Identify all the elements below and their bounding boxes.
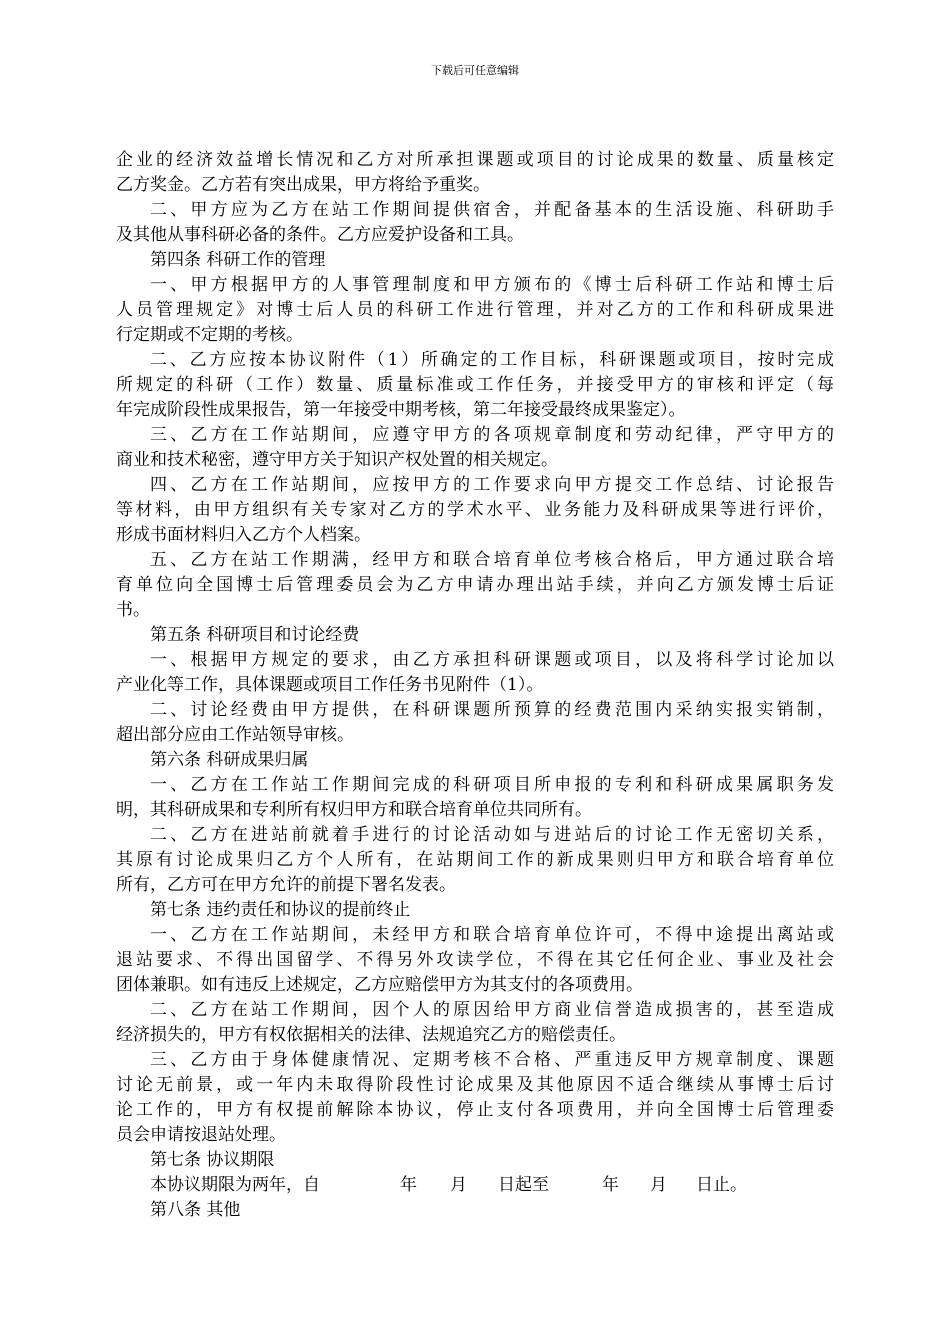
section-heading: 第八条 其他	[150, 1200, 241, 1220]
term-day-from: 日起至	[498, 1175, 549, 1195]
text-line: 形成书面材料归入乙方个人档案。	[116, 525, 371, 545]
text-line: 明，其科研成果和专利所有权归甲方和联合培育单位共同所有。	[116, 800, 592, 820]
text-line: 三、乙方由于身体健康情况、定期考核不合格、严重违反甲方规章制度、课题	[150, 1050, 834, 1070]
text-line: 二、乙方应按本协议附件（1）所确定的工作目标，科研课题或项目，按时完成	[150, 350, 834, 370]
text-line: 行定期或不定期的考核。	[116, 325, 303, 345]
text-line: 二、乙方在进站前就着手进行的讨论活动如与进站后的讨论工作无密切关系，	[150, 825, 834, 845]
text-line: 年完成阶段性成果报告，第一年接受中期考核，第二年接受最终成果鉴定）。	[116, 400, 686, 420]
text-line: 五、乙方在站工作期满，经甲方和联合培育单位考核合格后，甲方通过联合培	[150, 550, 834, 570]
text-line: 其原有讨论成果归乙方个人所有，在站期间工作的新成果则归甲方和联合培育单位	[116, 850, 834, 870]
term-line	[116, 1173, 834, 1198]
term-month1: 月	[450, 1175, 467, 1195]
text-line: 一、乙方在工作站期间，未经甲方和联合培育单位许可，不得中途提出离站或	[150, 925, 834, 945]
text-line: 产业化等工作，具体课题或项目工作任务书见附件（1）。	[116, 675, 544, 695]
text-line: 二、乙方在站工作期间，因个人的原因给甲方商业信誉造成损害的，甚至造成	[150, 1000, 834, 1020]
text-line: 一、乙方在工作站工作期间完成的科研项目所申报的专利和科研成果属职务发	[150, 775, 834, 795]
text-line: 第七条 违约责任和协议的提前终止	[150, 900, 411, 920]
text-line: 乙方奖金。乙方若有突出成果，甲方将给予重奖。	[116, 175, 490, 195]
text-line: 二、甲方应为乙方在站工作期间提供宿舍，并配备基本的生活设施、科研助手	[150, 200, 834, 220]
term-year2: 年	[602, 1175, 619, 1195]
text-line: 团体兼职。如有违反上述规定，乙方应赔偿甲方为其支付的各项费用。	[116, 975, 643, 995]
text-line: 等材料，由甲方组织有关专家对乙方的学术水平、业务能力及科研成果等进行评价，	[116, 500, 834, 520]
text-line: 第七条 协议期限	[150, 1150, 275, 1170]
text-line: 书。	[116, 600, 150, 620]
text-line: 一、根据甲方规定的要求，由乙方承担科研课题或项目，以及将科学讨论加以	[150, 650, 834, 670]
document-body	[116, 148, 834, 1223]
text-line: 一、甲方根据甲方的人事管理制度和甲方颁布的《博士后科研工作站和博士后	[150, 275, 834, 295]
text-line: 及其他从事科研必备的条件。乙方应爱护设备和工具。	[116, 225, 524, 245]
text-line: 人员管理规定》对博士后人员的科研工作进行管理，并对乙方的工作和科研成果进	[116, 300, 834, 320]
term-month2: 月	[650, 1175, 667, 1195]
text-line: 员会申请按退站处理。	[116, 1125, 286, 1145]
text-line: 企业的经济效益增长情况和乙方对所承担课题或项目的讨论成果的数量、质量核定	[116, 150, 834, 170]
text-line: 第五条 科研项目和讨论经费	[150, 625, 360, 645]
text-line: 超出部分应由工作站领导审核。	[116, 725, 354, 745]
text-line: 四、乙方在工作站期间，应按甲方的工作要求向甲方提交工作总结、讨论报告	[150, 475, 834, 495]
term-prefix: 本协议期限为两年，自	[150, 1175, 320, 1195]
text-line: 二、讨论经费由甲方提供，在科研课题所预算的经费范围内采纳实报实销制，	[150, 700, 834, 720]
text-line: 所规定的科研（工作）数量、质量标准或工作任务，并接受甲方的审核和评定（每	[116, 375, 834, 395]
text-line: 第六条 科研成果归属	[150, 750, 309, 770]
text-line: 商业和技术秘密，遵守甲方关于知识产权处置的相关规定。	[116, 450, 558, 470]
text-line: 讨论无前景，或一年内未取得阶段性讨论成果及其他原因不适合继续从事博士后讨	[116, 1075, 834, 1095]
text-line: 第四条 科研工作的管理	[150, 250, 326, 270]
text-line: 育单位向全国博士后管理委员会为乙方申请办理出站手续，并向乙方颁发博士后证	[116, 575, 834, 595]
term-year1: 年	[400, 1175, 417, 1195]
text-line: 经济损失的，甲方有权依据相关的法律、法规追究乙方的赔偿责任。	[116, 1025, 626, 1045]
text-line: 论工作的，甲方有权提前解除本协议，停止支付各项费用，并向全国博士后管理委	[116, 1100, 834, 1120]
text-line: 所有，乙方可在甲方允许的前提下署名发表。	[116, 875, 456, 895]
term-day-to: 日止。	[696, 1175, 747, 1195]
text-line: 退站要求、不得出国留学、不得另外攻读学位，不得在其它任何企业、事业及社会	[116, 950, 834, 970]
text-line: 三、乙方在工作站期间，应遵守甲方的各项规章制度和劳动纪律，严守甲方的	[150, 425, 834, 445]
page-header: 下载后可任意编辑	[431, 64, 519, 77]
